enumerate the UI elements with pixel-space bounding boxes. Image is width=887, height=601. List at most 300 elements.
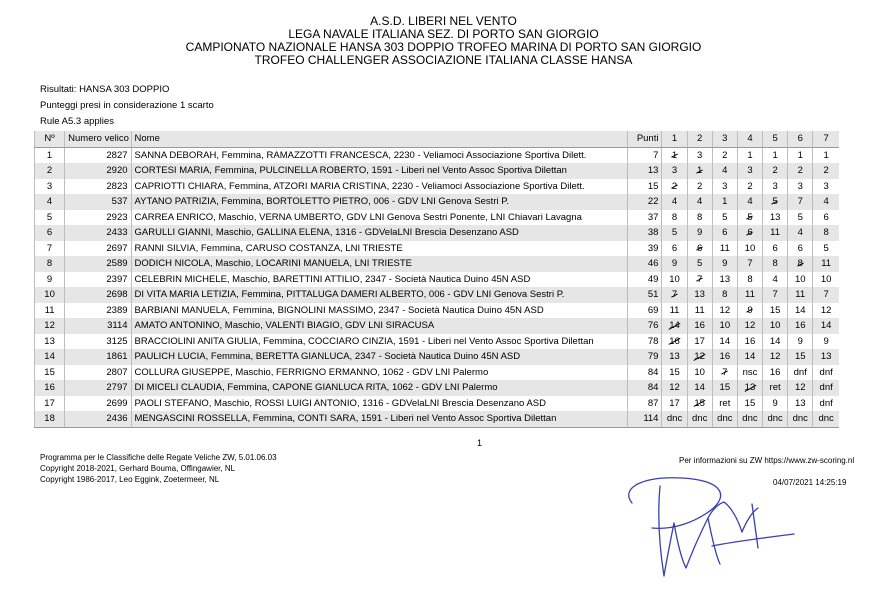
race-score: 1 <box>722 196 728 208</box>
race-score: dnc <box>818 413 834 425</box>
rank-cell: 1 <box>35 147 65 163</box>
race-score: 10 <box>694 366 705 378</box>
race-score: 13 <box>669 351 680 363</box>
race-score: 15 <box>769 304 781 316</box>
race-score: 6 <box>722 227 728 239</box>
race-score: 15 <box>794 351 806 363</box>
rank-cell: 6 <box>35 225 65 241</box>
race-score-cell <box>788 147 813 163</box>
race-score: 1 <box>823 149 829 161</box>
race-score: 6 <box>772 242 778 254</box>
race-score-cell <box>737 194 762 210</box>
race-score: 2 <box>697 180 703 192</box>
rank-cell: 5 <box>35 210 65 226</box>
race-score-cell <box>687 256 712 272</box>
sail-number-cell: 3125 <box>65 334 131 350</box>
race-score: 13 <box>820 351 832 363</box>
race-score: 2 <box>797 165 803 177</box>
race-score-cell <box>788 272 813 288</box>
column-header: 3 <box>712 131 737 147</box>
race-score-cell <box>712 334 737 350</box>
race-score: 15 <box>669 366 680 378</box>
race-score-cell <box>763 225 788 241</box>
race-score-cell <box>687 349 712 365</box>
race-score: 10 <box>669 273 680 285</box>
crew-name-cell: DI MICELI CLAUDIA, Femmina, CAPONE GIANLUCA RITA, 1062 - GDV LNI Palermo <box>131 380 628 396</box>
race-score: 11 <box>669 304 680 316</box>
sail-number-cell: 2433 <box>65 225 131 241</box>
crew-name-cell: PAULICH LUCIA, Femmina, BERETTA GIANLUCA, 2347 - Società Nautica Duino 45N ASD <box>131 349 628 365</box>
table-row <box>35 179 840 195</box>
race-score-cell <box>788 349 813 365</box>
column-header: Nome <box>131 131 628 147</box>
points-cell: 15 <box>628 179 662 195</box>
race-score: 3 <box>823 180 829 192</box>
race-score: 15 <box>744 397 756 409</box>
table-row <box>35 365 840 381</box>
race-score-cell <box>737 163 762 179</box>
race-score-cell <box>712 365 737 381</box>
discarded-score: 6 <box>747 227 753 239</box>
discarded-score: 12 <box>694 351 705 363</box>
rank-cell: 7 <box>35 241 65 257</box>
race-score-cell <box>788 365 813 381</box>
race-score-cell <box>737 241 762 257</box>
race-score-cell <box>662 334 687 350</box>
race-score: 5 <box>797 211 803 223</box>
crew-name-cell: AYTANO PATRIZIA, Femmina, BORTOLETTO PIETRO, 006 - GDV LNI Genova Sestri P. <box>131 194 628 210</box>
crew-name-cell: COLLURA GIUSEPPE, Maschio, FERRIGNO ERMANNO, 1062 - GDV LNI Palermo <box>131 365 628 381</box>
race-score: 8 <box>722 289 728 301</box>
race-score-cell <box>712 163 737 179</box>
rank-cell: 10 <box>35 287 65 303</box>
table-row <box>35 303 840 319</box>
race-score: 3 <box>697 149 703 161</box>
table-row <box>35 334 840 350</box>
race-score: 5 <box>697 258 703 270</box>
race-score-cell <box>687 287 712 303</box>
points-cell: 39 <box>628 241 662 257</box>
race-score: 16 <box>694 320 705 332</box>
discarded-score: 5 <box>772 196 778 208</box>
race-score-cell <box>712 179 737 195</box>
sail-number-cell: 537 <box>65 194 131 210</box>
points-cell: 22 <box>628 194 662 210</box>
race-score-cell <box>712 210 737 226</box>
race-score: dnc <box>792 413 808 425</box>
race-score: 4 <box>697 196 703 208</box>
column-header: Nº <box>35 131 65 147</box>
points-cell: 13 <box>628 163 662 179</box>
crew-name-cell: CARREA ENRICO, Maschio, VERNA UMBERTO, GDV LNI Genova Sestri Ponente, LNI Chiavari Lavagna <box>131 210 628 226</box>
race-score: 4 <box>722 165 728 177</box>
race-score-cell <box>813 287 839 303</box>
discarded-score: 13 <box>744 382 756 394</box>
race-score-cell <box>662 225 687 241</box>
race-score: 4 <box>797 227 803 239</box>
points-cell: 114 <box>628 411 662 427</box>
race-score: 2 <box>772 165 778 177</box>
race-score-cell <box>788 318 813 334</box>
race-score: 13 <box>694 289 705 301</box>
race-score-cell <box>813 349 839 365</box>
crew-name-cell: CORTESI MARIA, Femmina, PULCINELLA ROBERTO, 1591 - Liberi nel Vento Assoc Sportiva Dilettan <box>131 163 628 179</box>
race-score-cell <box>687 147 712 163</box>
race-score-cell <box>813 241 839 257</box>
race-score-cell <box>712 396 737 412</box>
race-score: 16 <box>769 366 781 378</box>
race-score-cell <box>712 256 737 272</box>
sail-number-cell: 2807 <box>65 365 131 381</box>
race-score-cell <box>763 334 788 350</box>
crew-name-cell: BRACCIOLINI ANITA GIULIA, Femmina, COCCIARO CINZIA, 1591 - Liberi nel Vento Assoc Sportiva Dilettan <box>131 334 628 350</box>
race-score: 1 <box>772 149 778 161</box>
table-row <box>35 272 840 288</box>
race-score: 11 <box>795 289 806 301</box>
race-score: 9 <box>772 397 778 409</box>
race-score-cell <box>687 303 712 319</box>
race-score-cell <box>788 210 813 226</box>
crew-name-cell: AMATO ANTONINO, Maschio, VALENTI BIAGIO, GDV LNI SIRACUSA <box>131 318 628 334</box>
race-score-cell <box>687 318 712 334</box>
race-score: 13 <box>769 211 781 223</box>
sail-number-cell: 2920 <box>65 163 131 179</box>
rank-cell: 11 <box>35 303 65 319</box>
race-score-cell <box>687 334 712 350</box>
title-line-1: A.S.D. LIBERI NEL VENTO <box>370 14 517 28</box>
race-score-cell <box>687 365 712 381</box>
race-score: 14 <box>820 320 832 332</box>
race-score-cell <box>737 179 762 195</box>
race-score-cell <box>737 272 762 288</box>
race-score-cell <box>737 210 762 226</box>
column-header: 5 <box>763 131 788 147</box>
race-score: 12 <box>769 351 781 363</box>
race-score: 7 <box>823 289 829 301</box>
race-score: 2 <box>722 149 728 161</box>
race-score: 14 <box>694 382 705 394</box>
race-score: 9 <box>671 258 678 270</box>
race-score: 7 <box>747 258 753 270</box>
race-score: 6 <box>671 242 678 254</box>
points-cell: 37 <box>628 210 662 226</box>
race-score-cell <box>662 147 687 163</box>
crew-name-cell: DI VITA MARIA LETIZIA, Femmina, PITTALUGA DAMERI ALBERTO, 006 - GDV LNI Genova Sestri P. <box>131 287 628 303</box>
race-score-cell <box>662 241 687 257</box>
race-score-cell <box>712 411 737 427</box>
race-score: 7 <box>772 289 778 301</box>
race-score: dnc <box>666 413 683 425</box>
sail-number-cell: 3114 <box>65 318 131 334</box>
race-score-cell <box>737 411 762 427</box>
column-header: 7 <box>813 131 839 147</box>
table-row <box>35 349 840 365</box>
race-score: 5 <box>823 242 829 254</box>
discarded-score: 6 <box>697 242 703 254</box>
race-score: 11 <box>770 227 781 239</box>
points-cell: 38 <box>628 225 662 241</box>
race-score: 16 <box>794 320 806 332</box>
race-score-cell <box>737 225 762 241</box>
column-header: Punti <box>628 131 662 147</box>
race-score-cell <box>687 179 712 195</box>
race-score-cell <box>763 287 788 303</box>
race-score-cell <box>662 163 687 179</box>
race-score: 8 <box>671 211 678 223</box>
race-score-cell <box>763 256 788 272</box>
results-label: Risultati: HANSA 303 DOPPIO <box>40 84 170 95</box>
race-score: 4 <box>772 273 778 285</box>
table-body <box>35 147 840 427</box>
race-score-cell <box>662 396 687 412</box>
race-score-cell <box>788 380 813 396</box>
sail-number-cell: 2436 <box>65 411 131 427</box>
race-score-cell <box>813 303 839 319</box>
race-score-cell <box>763 396 788 412</box>
discarded-score: 8 <box>797 258 803 270</box>
race-score: 17 <box>694 335 705 347</box>
race-score-cell <box>687 380 712 396</box>
discarded-score: 15 <box>694 397 705 409</box>
race-score-cell <box>662 287 687 303</box>
points-cell: 84 <box>628 365 662 381</box>
crew-name-cell: CELEBRIN MICHELE, Maschio, BARETTINI ATTILIO, 2347 - Società Nautica Duino 45N ASD <box>131 272 628 288</box>
race-score-cell <box>763 303 788 319</box>
race-score: ret <box>769 382 781 394</box>
race-score: 8 <box>697 211 703 223</box>
race-score: 5 <box>722 211 728 223</box>
rank-cell: 18 <box>35 411 65 427</box>
race-score-cell <box>763 365 788 381</box>
table-row <box>35 380 840 396</box>
race-score: 4 <box>671 196 678 208</box>
race-score-cell <box>788 334 813 350</box>
race-score: 14 <box>744 351 756 363</box>
column-header: 2 <box>687 131 712 147</box>
race-score: dnf <box>819 397 833 409</box>
race-score-cell <box>662 272 687 288</box>
race-score: 10 <box>820 273 832 285</box>
race-score-cell <box>763 179 788 195</box>
discarded-score: 16 <box>669 335 680 347</box>
table-row <box>35 225 840 241</box>
race-score-cell <box>813 334 839 350</box>
race-score: 14 <box>769 335 781 347</box>
race-score: 11 <box>694 304 705 316</box>
race-score-cell <box>712 272 737 288</box>
race-score-cell <box>662 194 687 210</box>
rule-note: Rule A5.3 applies <box>40 116 114 127</box>
race-score-cell <box>813 225 839 241</box>
crew-name-cell: CAPRIOTTI CHIARA, Femmina, ATZORI MARIA CRISTINA, 2230 - Veliamoci Associazione Sportiva Dilett. <box>131 179 628 195</box>
race-score: dnc <box>767 413 783 425</box>
race-score: 1 <box>797 149 803 161</box>
race-score: 12 <box>794 382 806 394</box>
race-score: nsc <box>742 366 758 378</box>
race-score-cell <box>763 272 788 288</box>
signature-image <box>612 468 802 583</box>
race-score-cell <box>737 365 762 381</box>
race-score-cell <box>813 380 839 396</box>
race-score-cell <box>813 411 839 427</box>
race-score-cell <box>737 380 762 396</box>
race-score-cell <box>687 272 712 288</box>
race-score: dnc <box>692 413 708 425</box>
race-score: 17 <box>669 397 680 409</box>
race-score-cell <box>737 147 762 163</box>
race-score-cell <box>712 380 737 396</box>
race-score-cell <box>813 210 839 226</box>
race-score: 6 <box>823 211 829 223</box>
crew-name-cell: PAOLI STEFANO, Maschio, ROSSI LUIGI ANTONIO, 1316 - GDVelaLNI Brescia Desenzano ASD <box>131 396 628 412</box>
table-row <box>35 163 840 179</box>
race-score-cell <box>737 256 762 272</box>
race-score-cell <box>687 396 712 412</box>
footer-info: Per informazioni su ZW https://www.zw-scoring.nl <box>679 456 855 465</box>
race-score-cell <box>788 225 813 241</box>
race-score: 9 <box>697 227 703 239</box>
race-score: 2 <box>747 180 753 192</box>
race-score-cell <box>813 272 839 288</box>
race-score: 8 <box>747 273 753 285</box>
footer-copyright-2: Copyright 1986-2017, Leo Eggink, Zoetermeer, NL <box>40 475 220 484</box>
race-score: 3 <box>772 180 778 192</box>
crew-name-cell: GARULLI GIANNI, Maschio, GALLINA ELENA, 1316 - GDVelaLNI Brescia Desenzano ASD <box>131 225 628 241</box>
discarded-score: 7 <box>722 366 728 378</box>
race-score-cell <box>662 179 687 195</box>
crew-name-cell: MENGASCINI ROSSELLA, Femmina, CONTI SARA, 1591 - Liberi nel Vento Assoc Sportiva Dilettan <box>131 411 628 427</box>
race-score-cell <box>687 225 712 241</box>
rank-cell: 8 <box>35 256 65 272</box>
points-cell: 87 <box>628 396 662 412</box>
race-score-cell <box>788 241 813 257</box>
rank-cell: 15 <box>35 365 65 381</box>
race-score: 15 <box>719 382 731 394</box>
race-score: 9 <box>722 258 728 270</box>
table-row <box>35 241 840 257</box>
race-score-cell <box>788 256 813 272</box>
table-row <box>35 147 840 163</box>
race-score-cell <box>737 287 762 303</box>
sail-number-cell: 1861 <box>65 349 131 365</box>
race-score-cell <box>712 241 737 257</box>
race-score-cell <box>712 349 737 365</box>
sail-number-cell: 2589 <box>65 256 131 272</box>
sail-number-cell: 2923 <box>65 210 131 226</box>
footer-timestamp: 04/07/2021 14:25:19 <box>773 478 847 487</box>
race-score-cell <box>813 256 839 272</box>
race-score: 8 <box>772 258 778 270</box>
race-score-cell <box>662 303 687 319</box>
crew-name-cell: RANNI SILVIA, Femmina, CARUSO COSTANZA, LNI TRIESTE <box>131 241 628 257</box>
points-cell: 51 <box>628 287 662 303</box>
race-score: 13 <box>719 273 731 285</box>
sail-number-cell: 2827 <box>65 147 131 163</box>
race-score: dnf <box>793 366 807 378</box>
points-cell: 49 <box>628 272 662 288</box>
discarded-score: 14 <box>669 320 680 332</box>
race-score-cell <box>763 241 788 257</box>
sail-number-cell: 2823 <box>65 179 131 195</box>
race-score: 6 <box>797 242 803 254</box>
race-score: 3 <box>797 180 803 192</box>
race-score: 11 <box>719 242 730 254</box>
race-score: 5 <box>671 227 678 239</box>
points-cell: 79 <box>628 349 662 365</box>
race-score: 4 <box>823 196 829 208</box>
race-score-cell <box>737 349 762 365</box>
race-score: 11 <box>821 258 832 270</box>
race-score-cell <box>712 303 737 319</box>
race-score: 14 <box>794 304 806 316</box>
table-row <box>35 411 840 427</box>
race-score-cell <box>813 163 839 179</box>
race-score-cell <box>763 147 788 163</box>
table-row <box>35 210 840 226</box>
rank-cell: 14 <box>35 349 65 365</box>
table-row <box>35 256 840 272</box>
results-table <box>34 131 839 428</box>
race-score-cell <box>662 256 687 272</box>
race-score-cell <box>788 179 813 195</box>
sail-number-cell: 2389 <box>65 303 131 319</box>
column-header: 6 <box>788 131 813 147</box>
race-score: 10 <box>769 320 781 332</box>
race-score: 12 <box>820 304 832 316</box>
discarded-score: 7 <box>697 273 703 285</box>
rank-cell: 13 <box>35 334 65 350</box>
race-score-cell <box>763 349 788 365</box>
race-score-cell <box>712 194 737 210</box>
title-line-3: CAMPIONATO NAZIONALE HANSA 303 DOPPIO TROFEO MARINA DI PORTO SAN GIORGIO <box>185 40 702 54</box>
table-row <box>35 318 840 334</box>
rank-cell: 9 <box>35 272 65 288</box>
race-score: 4 <box>747 196 753 208</box>
race-score-cell <box>737 303 762 319</box>
race-score-cell <box>813 365 839 381</box>
rank-cell: 4 <box>35 194 65 210</box>
points-cell: 76 <box>628 318 662 334</box>
race-score-cell <box>788 411 813 427</box>
race-score: 14 <box>719 335 731 347</box>
race-score: 3 <box>722 180 728 192</box>
footer-program: Programma per le Classifiche delle Regate Veliche ZW, 5.01.06.03 <box>40 453 277 462</box>
sail-number-cell: 2699 <box>65 396 131 412</box>
footer-copyright-1: Copyright 2018-2021, Gerhard Bouma, Offingawier, NL <box>40 464 236 473</box>
rank-cell: 17 <box>35 396 65 412</box>
race-score: ret <box>719 397 731 409</box>
race-score-cell <box>712 318 737 334</box>
race-score: dnc <box>717 413 733 425</box>
table-row <box>35 396 840 412</box>
table-row <box>35 194 840 210</box>
race-score-cell <box>813 179 839 195</box>
race-score: 16 <box>744 335 756 347</box>
race-score: 9 <box>797 335 803 347</box>
rank-cell: 12 <box>35 318 65 334</box>
discarded-score: 7 <box>671 289 678 301</box>
discarded-score: 1 <box>671 149 678 161</box>
points-cell: 7 <box>628 147 662 163</box>
crew-name-cell: DODICH NICOLA, Maschio, LOCARINI MANUELA, LNI TRIESTE <box>131 256 628 272</box>
race-score: 12 <box>669 382 680 394</box>
page-number: 1 <box>477 438 483 448</box>
race-score: 10 <box>794 273 806 285</box>
race-score-cell <box>662 210 687 226</box>
race-score-cell <box>687 411 712 427</box>
sail-number-cell: 2698 <box>65 287 131 303</box>
race-score-cell <box>662 365 687 381</box>
